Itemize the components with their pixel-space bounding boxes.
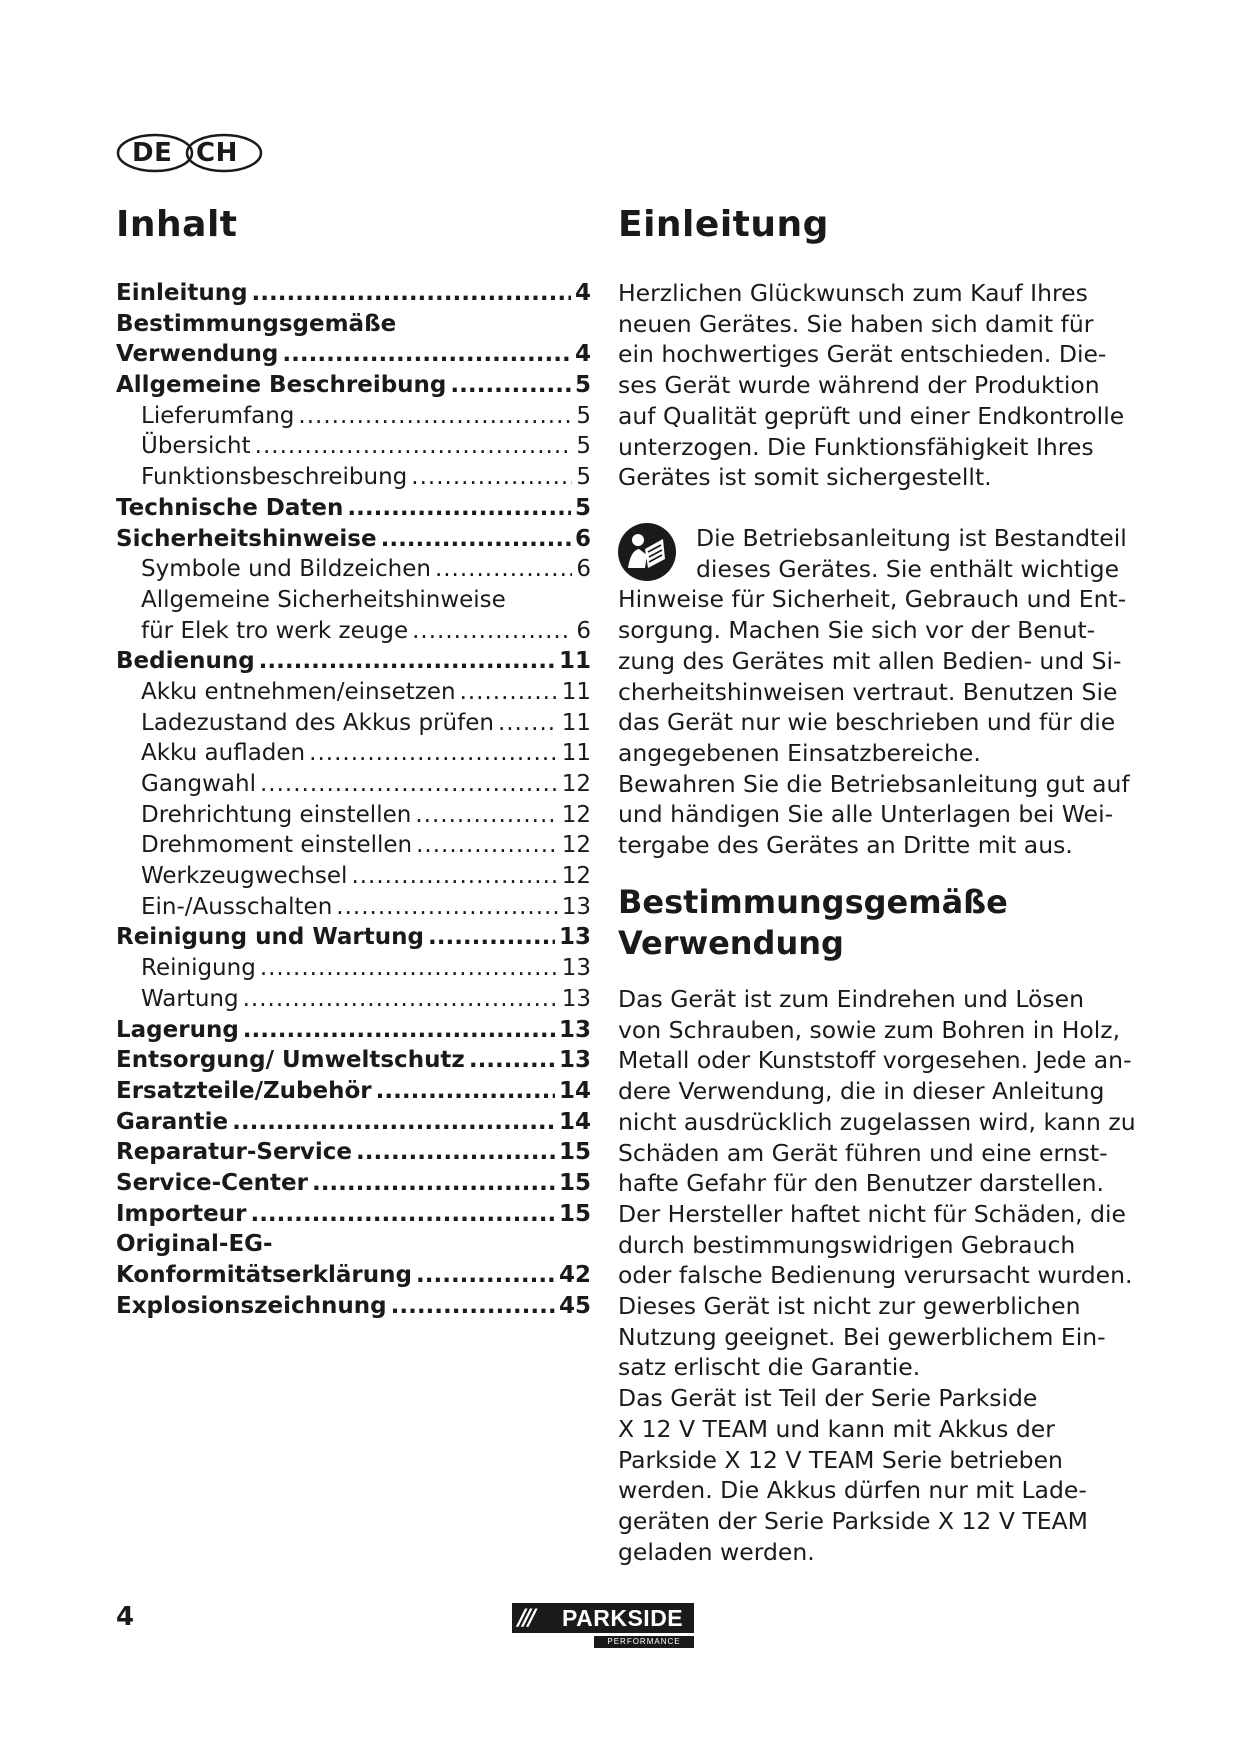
toc-entry-page: 13 <box>561 985 591 1012</box>
toc-entry-title: Service-Center <box>116 1169 308 1196</box>
text-line: satz erlischt die Garantie. <box>618 1353 921 1382</box>
page-number: 4 <box>116 1602 135 1632</box>
toc-entry <box>116 892 591 923</box>
toc-entry <box>116 677 591 708</box>
text-line: sorgung. Machen Sie sich vor der Benut- <box>618 616 1096 645</box>
toc-entry <box>116 769 591 800</box>
text-line: ein hochwertiges Gerät entschieden. Die- <box>618 340 1107 369</box>
text-line: tergabe des Gerätes an Dritte mit aus. <box>618 831 1073 860</box>
language-code-ch: CH <box>196 138 238 168</box>
toc-entry-page: 4 <box>574 341 591 368</box>
toc-leader-dots <box>356 1137 555 1168</box>
toc-entry-title: Drehrichtung einstellen <box>141 801 412 828</box>
text-line: hafte Gefahr für den Benutzer darstellen. <box>618 1169 1104 1198</box>
text-line: angegebenen Einsatzbereiche. <box>618 738 981 767</box>
toc-entry-title: Werkzeugwechsel <box>141 863 348 890</box>
toc-entry-title: Übersicht <box>141 433 251 460</box>
toc-leader-dots <box>260 953 558 984</box>
toc-entry-page: 11 <box>561 709 591 736</box>
toc-leader-dots <box>381 524 571 555</box>
toc-entry-title: Lieferumfang <box>141 402 295 429</box>
toc-entry-page: 5 <box>576 402 591 429</box>
language-code-de: DE <box>132 138 173 168</box>
toc-entry <box>116 1260 591 1291</box>
toc-leader-dots <box>469 1045 555 1076</box>
toc-entry <box>116 984 591 1015</box>
toc-leader-dots <box>411 462 572 493</box>
toc-entry <box>116 708 591 739</box>
text-line: Hinweise für Sicherheit, Gebrauch und Ent- <box>618 585 1127 614</box>
language-badge <box>116 133 264 173</box>
toc-entry-title: Einleitung <box>116 280 248 306</box>
logo-name: PARKSIDE <box>562 1604 684 1631</box>
toc-leader-dots <box>309 738 558 769</box>
toc-entry <box>116 493 591 524</box>
toc-entry-title: Garantie <box>116 1108 229 1135</box>
toc-leader-dots <box>232 1107 555 1138</box>
toc-entry-page: 13 <box>561 955 591 982</box>
toc-entry <box>116 922 591 953</box>
text-line: geladen werden. <box>618 1537 815 1566</box>
toc-entry-page: 14 <box>558 1077 591 1104</box>
toc-entry <box>116 1076 591 1107</box>
toc-entry-title: Ein-/Ausschalten <box>141 893 333 920</box>
toc-title: Inhalt <box>116 204 238 245</box>
toc-leader-dots <box>252 278 571 309</box>
toc-leader-dots <box>260 769 558 800</box>
toc-entry-title: Lagerung <box>116 1016 239 1043</box>
toc-entry <box>116 830 591 861</box>
text-line: Schäden am Gerät führen und eine ernst- <box>618 1138 1108 1167</box>
toc-entry <box>116 1168 591 1199</box>
toc-entry <box>116 462 591 493</box>
toc-entry-page: 5 <box>574 494 591 521</box>
toc-entry-page: 5 <box>576 464 591 491</box>
toc-leader-dots <box>416 1260 555 1291</box>
toc-entry-title: Akku aufladen <box>141 740 306 767</box>
toc-entry-title: Ersatzteile/Zubehör <box>116 1077 372 1104</box>
text-line: Bewahren Sie die Betriebsanleitung gut auf <box>618 769 1130 798</box>
toc-leader-dots <box>415 800 557 831</box>
toc-entry-page: 6 <box>574 525 591 552</box>
toc-entry <box>116 1045 591 1076</box>
toc-leader-dots <box>391 1291 555 1322</box>
toc-leader-dots <box>498 708 558 739</box>
text-line: durch bestimmungswidrigen Gebrauch <box>618 1230 1076 1259</box>
text-line: Parkside X 12 V TEAM Serie betrieben <box>618 1445 1063 1474</box>
text-line: X 12 V TEAM und kann mit Akkus der <box>618 1414 1055 1443</box>
toc-leader-dots <box>450 370 571 401</box>
text-line: und händigen Sie alle Unterlagen bei Wei- <box>618 800 1114 829</box>
toc-entry-title: Original-EG- <box>116 1231 273 1258</box>
toc-entry <box>116 953 591 984</box>
toc-entry-title: Drehmoment einstellen <box>141 832 413 859</box>
toc-leader-dots <box>243 1015 555 1046</box>
toc-entry-title: Allgemeine Beschreibung <box>116 372 447 399</box>
intended-use-paragraph <box>618 984 1136 1567</box>
toc-entry-title: Funktionsbeschreibung <box>141 464 408 491</box>
toc-entry <box>116 309 591 340</box>
manual-notice-paragraph <box>618 523 1130 861</box>
toc-entry-page: 14 <box>558 1108 591 1135</box>
text-line: neuen Gerätes. Sie haben sich damit für <box>618 309 1094 338</box>
text-line: auf Qualität geprüft und einer Endkontrolle <box>618 401 1125 430</box>
toc-entry-page: 13 <box>558 1016 591 1043</box>
toc-entry-title: Wartung <box>141 985 239 1012</box>
toc-entry-title: Reinigung und Wartung <box>116 924 424 951</box>
toc-entry <box>116 370 591 401</box>
text-line: unterzogen. Die Funktionsfähigkeit Ihres <box>618 432 1094 461</box>
toc-leader-dots <box>259 646 555 677</box>
text-line: Das Gerät ist zum Eindrehen und Lösen <box>618 985 1085 1013</box>
toc-entry <box>116 738 591 769</box>
toc-entry-page: 12 <box>561 771 591 797</box>
toc-entry-title: Entsorgung/ Umweltschutz <box>116 1047 465 1074</box>
toc-leader-dots <box>351 861 557 892</box>
toc-entry-page: 45 <box>558 1292 591 1319</box>
toc-leader-dots <box>255 431 573 462</box>
parkside-logo <box>512 1603 694 1649</box>
toc-entry-page: 12 <box>561 863 591 890</box>
toc-leader-dots <box>250 1199 555 1230</box>
toc-leader-dots <box>460 677 558 708</box>
intended-use-title-line2: Verwendung <box>618 924 844 962</box>
text-line: zung des Gerätes mit allen Bedien- und Si- <box>618 646 1122 675</box>
toc-entry-title: Importeur <box>116 1200 247 1227</box>
toc-entry <box>116 278 591 309</box>
toc-entry-page: 13 <box>558 1047 591 1074</box>
text-line: Gerätes ist somit sichergestellt. <box>618 463 992 492</box>
toc-entry <box>116 646 591 677</box>
intended-use-title-line1: Bestimmungsgemäße <box>618 883 1008 921</box>
toc-leader-dots <box>435 554 572 585</box>
toc-entry-page: 11 <box>561 740 591 767</box>
toc-entry-title: Gangwahl <box>141 771 256 797</box>
toc-entry-page: 12 <box>561 832 591 859</box>
toc-entry <box>116 401 591 432</box>
toc-entry-page: 4 <box>574 280 591 306</box>
toc-entry <box>116 800 591 831</box>
text-line: nicht ausdrücklich zugelassen wird, kann zu <box>618 1107 1136 1136</box>
text-line: Metall oder Kunststoff vorgesehen. Jede an- <box>618 1046 1132 1075</box>
table-of-contents <box>116 278 591 1321</box>
intended-use-title <box>618 882 1138 964</box>
toc-entry-page: 11 <box>558 648 591 675</box>
text-line: werden. Die Akkus dürfen nur mit Lade- <box>618 1476 1087 1505</box>
toc-entry <box>116 1291 591 1322</box>
text-line: geräten der Serie Parkside X 12 V TEAM <box>618 1506 1088 1535</box>
toc-entry-title: Akku entnehmen/einsetzen <box>141 678 456 705</box>
text-line: dieses Gerätes. Sie enthält wichtige <box>696 554 1120 583</box>
toc-entry-title: für Elek tro werk zeuge <box>141 617 409 644</box>
text-line: dere Verwendung, die in dieser Anleitung <box>618 1077 1105 1106</box>
toc-entry <box>116 1015 591 1046</box>
text-line: Das Gerät ist Teil der Serie Parkside <box>618 1384 1038 1413</box>
toc-leader-dots <box>312 1168 555 1199</box>
toc-entry-page: 13 <box>558 924 591 951</box>
toc-entry <box>116 585 591 616</box>
toc-entry-title: Explosionszeichnung <box>116 1292 387 1319</box>
toc-leader-dots <box>376 1076 555 1107</box>
toc-entry-title: Ladezustand des Akkus prüfen <box>141 709 494 736</box>
toc-entry-title: Reinigung <box>141 955 256 982</box>
text-line: Die Betriebsanleitung ist Bestandteil <box>696 524 1127 552</box>
toc-entry <box>116 861 591 892</box>
toc-entry-page: 5 <box>574 372 591 399</box>
toc-entry-page: 6 <box>576 556 591 583</box>
toc-entry-title: Sicherheitshinweise <box>116 525 377 552</box>
toc-entry-page: 15 <box>558 1139 591 1166</box>
toc-entry-page: 42 <box>558 1262 591 1288</box>
text-line: cherheitshinweisen vertraut. Benutzen Sie <box>618 677 1118 706</box>
toc-entry-page: 15 <box>558 1200 591 1227</box>
toc-entry-title: Verwendung <box>116 341 279 368</box>
toc-leader-dots <box>416 830 558 861</box>
toc-leader-dots <box>336 892 557 923</box>
text-line: Herzlichen Glückwunsch zum Kauf Ihres <box>618 279 1088 307</box>
text-line: oder falsche Bedienung verursacht wurden. <box>618 1261 1133 1290</box>
toc-entry <box>116 616 591 647</box>
toc-entry-page: 15 <box>558 1169 591 1196</box>
toc-entry-page: 5 <box>576 433 591 460</box>
text-line: ses Gerät wurde während der Produktion <box>618 371 1100 400</box>
text-line: von Schrauben, sowie zum Bohren in Holz, <box>618 1015 1121 1044</box>
text-line: Der Hersteller haftet nicht für Schäden, die <box>618 1199 1127 1228</box>
logo-tag: PERFORMANCE <box>594 1636 694 1648</box>
intro-title: Einleitung <box>618 204 829 245</box>
toc-leader-dots <box>347 493 571 524</box>
toc-entry <box>116 554 591 585</box>
toc-entry <box>116 1229 591 1260</box>
text-line: Dieses Gerät ist nicht zur gewerblichen <box>618 1292 1081 1321</box>
toc-leader-dots <box>282 339 571 370</box>
toc-entry-title: Reparatur-Service <box>116 1139 353 1166</box>
toc-entry-page: 6 <box>576 617 591 644</box>
intro-paragraph <box>618 278 1125 493</box>
text-line: Nutzung geeignet. Bei gewerblichem Ein- <box>618 1322 1106 1351</box>
toc-leader-dots <box>243 984 558 1015</box>
toc-entry-title: Bedienung <box>116 648 255 675</box>
toc-entry <box>116 524 591 555</box>
logo-stripes: /// <box>518 1605 534 1631</box>
toc-entry-page: 13 <box>561 893 591 920</box>
text-line: das Gerät nur wie beschrieben und für die <box>618 708 1116 737</box>
toc-leader-dots <box>428 922 555 953</box>
toc-entry-title: Konformitätserklärung <box>116 1262 412 1288</box>
toc-entry-page: 12 <box>561 801 591 828</box>
toc-entry <box>116 431 591 462</box>
toc-entry <box>116 1107 591 1138</box>
toc-entry-title: Allgemeine Sicherheitshinweise <box>141 586 506 613</box>
toc-entry-title: Technische Daten <box>116 494 344 521</box>
toc-leader-dots <box>412 616 572 647</box>
toc-entry-page: 11 <box>561 678 591 705</box>
toc-entry-title: Symbole und Bildzeichen <box>141 556 431 583</box>
toc-leader-dots <box>298 401 572 432</box>
toc-entry <box>116 339 591 370</box>
toc-entry <box>116 1199 591 1230</box>
toc-entry <box>116 1137 591 1168</box>
toc-entry-title: Bestimmungsgemäße <box>116 310 397 337</box>
